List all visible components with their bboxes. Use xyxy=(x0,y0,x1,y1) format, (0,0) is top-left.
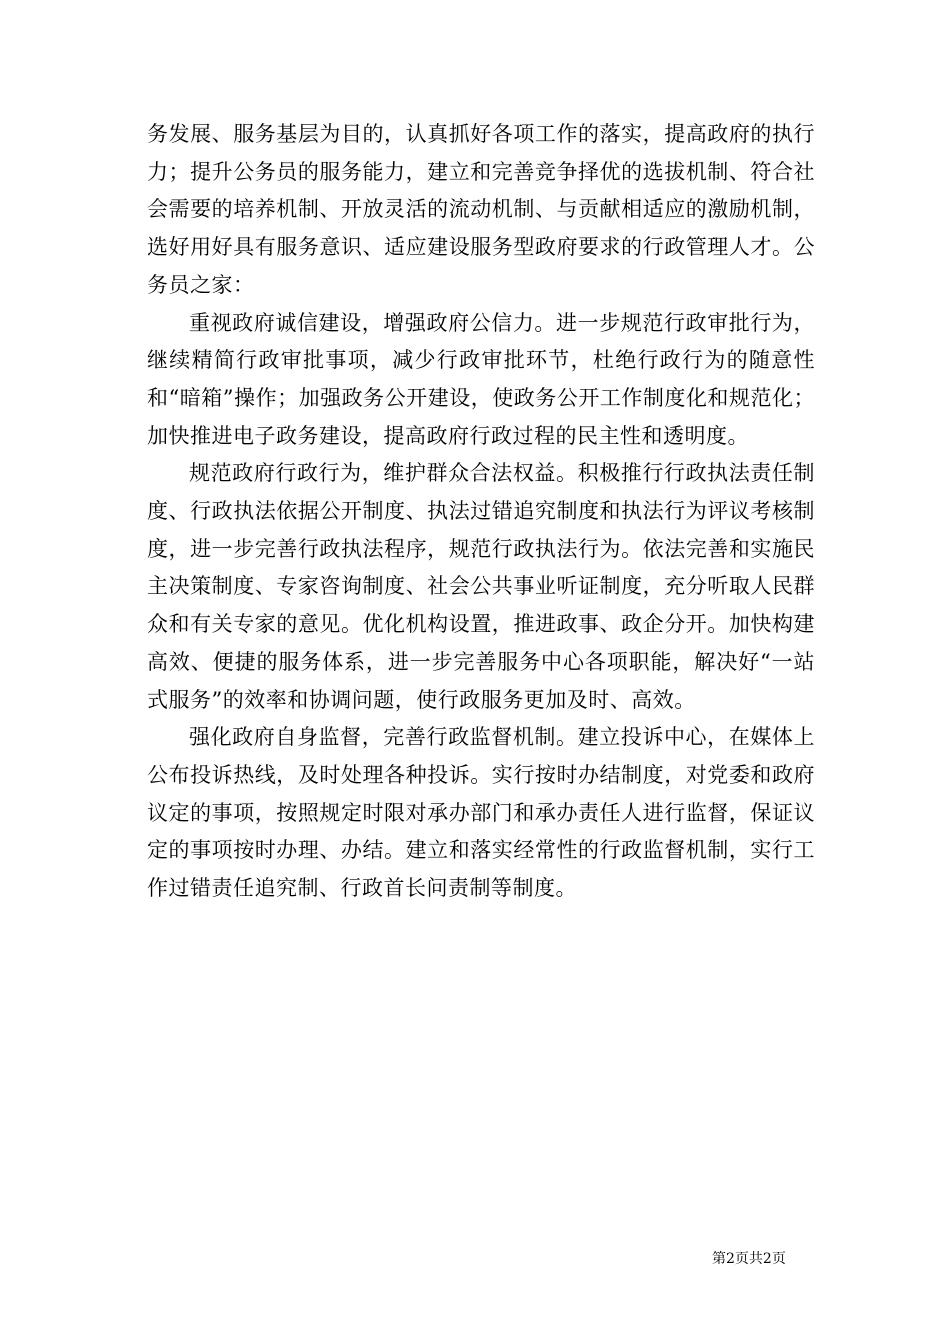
paragraph-administrative-conduct: 规范政府行政行为，维护群众合法权益。积极推行行政执法责任制度、行政执法依据公开制度、执法过错追究制度和执法行为评议考核制度，进一步完善行政执法程序，规范行政执法行为。依法完善和实施民主决策制度、专家咨询制度、社会公共事业听证制度，充分听取人民群众和有关专家的意见。优化机构设置，推进政事、政企分开。加快构建高效、便捷的服务体系，进一步完善服务中心各项职能，解决好“一站式服务”的效率和协调问题，使行政服务更加及时、高效。 xyxy=(147,461,815,712)
body-text xyxy=(147,116,815,908)
paragraph-continued: 务发展、服务基层为目的，认真抓好各项工作的落实，提高政府的执行力；提升公务员的服务能力，建立和完善竞争择优的选拔机制、符合社会需要的培养机制、开放灵活的流动机制、与贡献相适应的激励机制，选好用好具有服务意识、适应建设服务型政府要求的行政管理人才。公务员之家： xyxy=(147,122,815,297)
paragraph-integrity: 重视政府诚信建设，增强政府公信力。进一步规范行政审批行为，继续精简行政审批事项，减少行政审批环节，杜绝行政行为的随意性和“暗箱”操作；加强政务公开建设，使政务公开工作制度化和规范化；加快推进电子政务建设，提高政府行政过程的民主性和透明度。 xyxy=(147,310,815,448)
paragraph-supervision: 强化政府自身监督，完善行政监督机制。建立投诉中心，在媒体上公布投诉热线，及时处理各种投诉。实行按时办结制度，对党委和政府议定的事项，按照规定时限对承办部门和承办责任人进行监督，保证议定的事项按时办理、办结。建立和落实经常性的行政监督机制，实行工作过错责任追究制、行政首长问责制等制度。 xyxy=(147,725,815,901)
page-footer: 第2页共2页 xyxy=(712,1251,786,1267)
